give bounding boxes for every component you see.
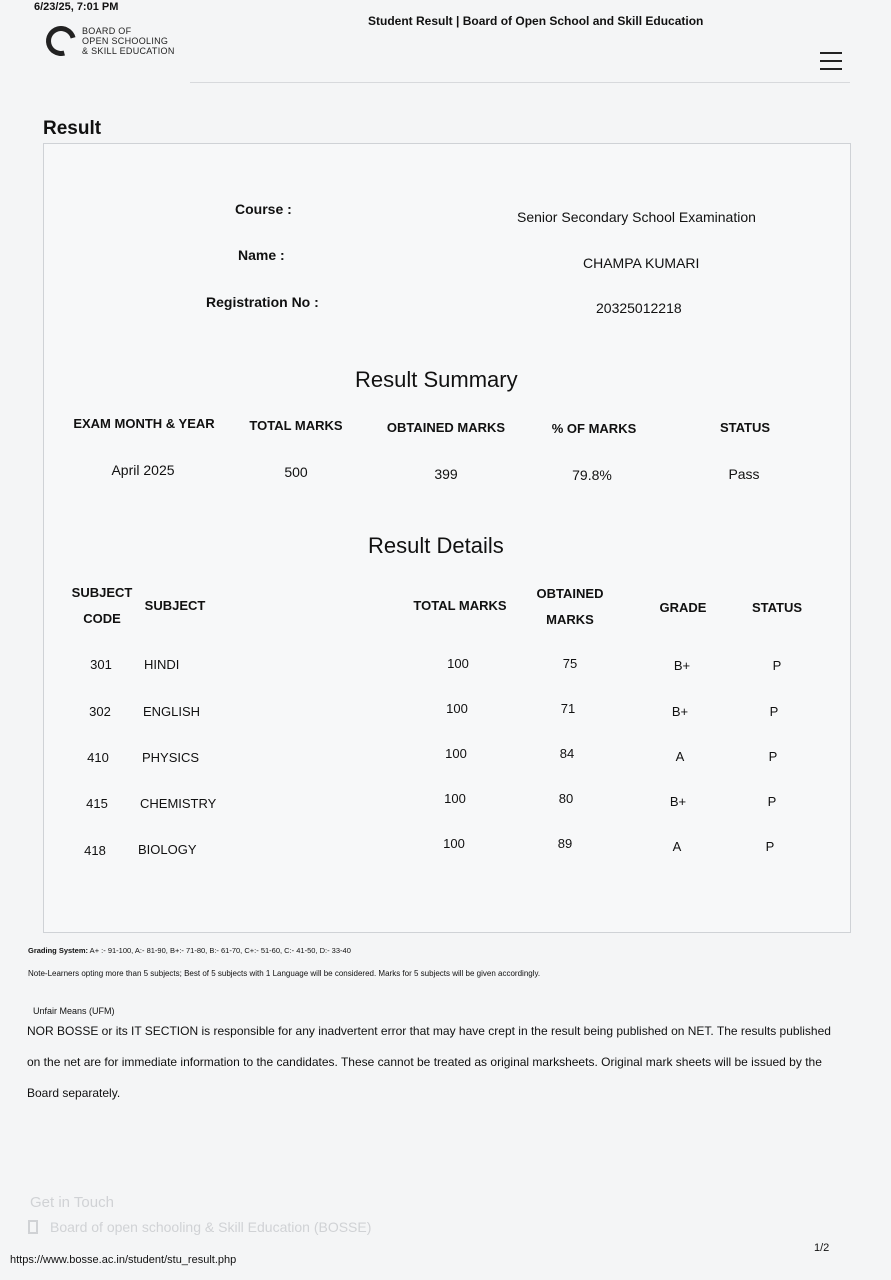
row5-obtained: 89: [557, 836, 573, 851]
details-header-obtained-line1: OBTAINED: [536, 586, 604, 601]
row2-code: 302: [89, 704, 111, 719]
footer-board-line[interactable]: [28, 1219, 371, 1235]
print-page-title: Student Result | Board of Open School and Skill Education: [368, 14, 704, 28]
row1-code: 301: [90, 657, 112, 672]
row5-total: 100: [443, 836, 465, 851]
summary-percent-value: 79.8%: [572, 467, 612, 483]
summary-header-obtained: OBTAINED MARKS: [386, 420, 506, 435]
note-text: Note-Learners opting more than 5 subjects; Best of 5 subjects with 1 Language will be considered. Marks for 5 subjects will be given accordingly.: [28, 969, 541, 978]
row2-total: 100: [446, 701, 468, 716]
row4-obtained: 80: [558, 791, 574, 806]
hamburger-menu-icon[interactable]: [820, 52, 842, 70]
course-label: Course :: [235, 201, 292, 217]
details-header-grade: GRADE: [659, 600, 707, 615]
summary-obtained-value: 399: [434, 466, 458, 482]
page-heading: Result: [43, 118, 102, 139]
header-divider: [190, 82, 850, 83]
row3-grade: A: [675, 749, 685, 764]
grading-label: Grading System:: [28, 946, 89, 955]
ufm-text: Unfair Means (UFM): [33, 1006, 115, 1016]
row2-grade: B+: [671, 704, 689, 719]
grading-text: A+ :- 91-100, A:- 81-90, B+:- 71-80, B:- 61-70, C+:- 51-60, C:- 41-50, D:- 33-40: [88, 946, 351, 955]
details-header-subject: SUBJECT: [144, 598, 206, 613]
name-label: Name :: [238, 247, 285, 263]
course-value: Senior Secondary School Examination: [517, 209, 756, 225]
row2-obtained: 71: [560, 701, 576, 716]
bosse-logo[interactable]: [46, 26, 175, 56]
summary-header-percent: % OF MARKS: [551, 421, 637, 436]
details-title: Result Details: [368, 533, 504, 558]
print-page-number: 1/2: [814, 1242, 830, 1254]
row4-subject: CHEMISTRY: [140, 796, 217, 811]
logo-line-3: & SKILL EDUCATION: [82, 46, 175, 56]
row5-subject: BIOLOGY: [138, 842, 197, 857]
row3-subject: PHYSICS: [142, 750, 200, 765]
summary-header-total: TOTAL MARKS: [249, 418, 343, 433]
name-value: CHAMPA KUMARI: [583, 255, 700, 271]
row4-status: P: [767, 794, 777, 809]
building-icon: [28, 1220, 38, 1234]
summary-total-value: 500: [284, 464, 308, 480]
registration-value: 20325012218: [596, 300, 682, 316]
row1-subject: HINDI: [144, 657, 180, 672]
logo-line-1: BOARD OF: [82, 26, 132, 36]
disclaimer-text: NOR BOSSE or its IT SECTION is responsible for any inadvertent error that may have crept in the result being published on NET. The results published on the net are for immediate information to the candidates. These cannot be treated as original marksheets. Original mark sheets will be issued by the Board separately.: [27, 1024, 831, 1100]
row4-total: 100: [444, 791, 466, 806]
summary-status-value: Pass: [728, 466, 760, 482]
summary-header-status: STATUS: [719, 420, 771, 435]
details-header-total: TOTAL MARKS: [413, 598, 507, 613]
row5-status: P: [765, 839, 775, 854]
row3-code: 410: [87, 750, 109, 765]
registration-label: Registration No :: [206, 294, 319, 310]
summary-exam-value: April 2025: [111, 462, 175, 478]
row1-total: 100: [447, 656, 469, 671]
row1-grade: B+: [673, 658, 691, 673]
row5-code: 418: [84, 843, 106, 858]
details-header-code-line1: SUBJECT: [71, 585, 133, 600]
row3-obtained: 84: [559, 746, 575, 761]
print-footer-url: https://www.bosse.ac.in/student/stu_result.php: [10, 1254, 237, 1266]
details-header-status: STATUS: [751, 600, 803, 615]
summary-title: Result Summary: [355, 367, 518, 392]
row4-code: 415: [86, 796, 108, 811]
row3-status: P: [768, 749, 778, 764]
row1-status: P: [772, 658, 782, 673]
get-in-touch-heading: Get in Touch: [30, 1194, 114, 1211]
details-header-obtained-line2: MARKS: [546, 612, 594, 627]
logo-line-2: OPEN SCHOOLING: [82, 36, 169, 46]
row2-subject: ENGLISH: [143, 704, 201, 719]
row5-grade: A: [672, 839, 682, 854]
logo-mark-icon: [41, 21, 82, 62]
row2-status: P: [769, 704, 779, 719]
row4-grade: B+: [669, 794, 687, 809]
print-timestamp: 6/23/25, 7:01 PM: [34, 1, 119, 13]
row3-total: 100: [445, 746, 467, 761]
logo-text: [82, 26, 175, 56]
details-header-code-line2: CODE: [83, 611, 121, 626]
grading-system: [28, 946, 351, 955]
footer-board-name: Board of open schooling & Skill Education (BOSSE): [50, 1219, 372, 1235]
row1-obtained: 75: [562, 656, 578, 671]
summary-header-exam: EXAM MONTH & YEAR: [73, 416, 215, 431]
